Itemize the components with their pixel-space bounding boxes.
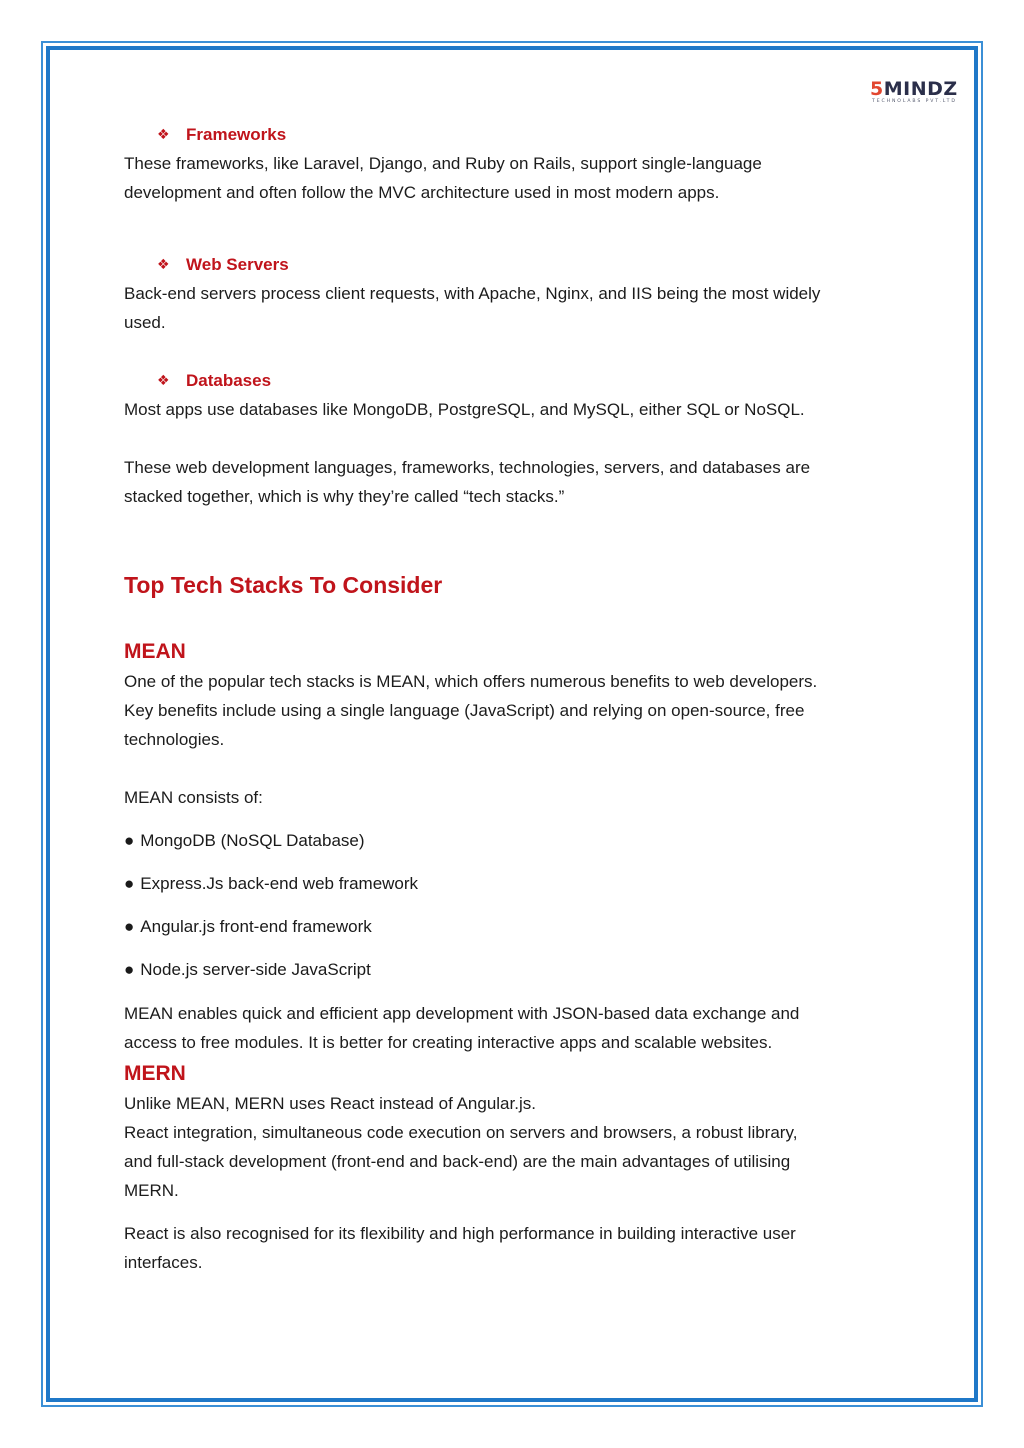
mean-outro-line: MEAN enables quick and efficient app development with JSON-based data exchange and bbox=[124, 1004, 800, 1023]
bullet-dot-icon: ● bbox=[124, 960, 135, 979]
databases-line: Most apps use databases like MongoDB, PostgreSQL, and MySQL, either SQL or NoSQL. bbox=[124, 400, 805, 419]
databases-heading bbox=[157, 366, 904, 395]
databases-heading-text: Databases bbox=[186, 370, 272, 390]
web-servers-heading bbox=[157, 250, 904, 279]
mern-line: React integration, simultaneous code execution on servers and browsers, a robust library, bbox=[124, 1123, 798, 1142]
list-item-text: Node.js server-side JavaScript bbox=[140, 960, 371, 979]
list-item-text: Angular.js front-end framework bbox=[140, 917, 372, 936]
mern-closing-line: React is also recognised for its flexibility and high performance in building interactive user bbox=[124, 1224, 796, 1243]
logo-wordmark bbox=[870, 80, 958, 99]
list-item bbox=[124, 912, 904, 941]
frameworks-heading-text: Frameworks bbox=[186, 124, 287, 144]
summary-line: stacked together, which is why they’re called “tech stacks.” bbox=[124, 487, 565, 506]
mern-line: and full-stack development (front-end and back-end) are the main advantages of utilising bbox=[124, 1152, 791, 1171]
mean-outro-line: access to free modules. It is better for creating interactive apps and scalable websites. bbox=[124, 1033, 773, 1052]
section-title: Top Tech Stacks To Consider bbox=[124, 572, 443, 598]
frameworks-line: development and often follow the MVC architecture used in most modern apps. bbox=[124, 183, 720, 202]
list-item bbox=[124, 826, 904, 855]
list-item-text: Express.Js back-end web framework bbox=[140, 874, 419, 893]
mean-intro-line: technologies. bbox=[124, 730, 225, 749]
list-item-text: MongoDB (NoSQL Database) bbox=[140, 831, 365, 850]
frameworks-line: These frameworks, like Laravel, Django, and Ruby on Rails, support single-language bbox=[124, 154, 762, 173]
diamond-bullet-icon: ❖ bbox=[157, 126, 170, 142]
web-servers-line: Back-end servers process client requests, with Apache, Nginx, and IIS being the most widely bbox=[124, 284, 821, 303]
bullet-dot-icon: ● bbox=[124, 874, 135, 893]
mean-intro-line: One of the popular tech stacks is MEAN, which offers numerous benefits to web developers. bbox=[124, 672, 818, 691]
logo-digit: 5 bbox=[870, 78, 884, 100]
summary-line: These web development languages, frameworks, technologies, servers, and databases are bbox=[124, 458, 811, 477]
diamond-bullet-icon: ❖ bbox=[157, 372, 170, 388]
bullet-dot-icon: ● bbox=[124, 917, 135, 936]
diamond-bullet-icon: ❖ bbox=[157, 256, 170, 272]
mern-line: MERN. bbox=[124, 1181, 179, 1200]
list-item bbox=[124, 955, 904, 984]
mern-line: Unlike MEAN, MERN uses React instead of Angular.js. bbox=[124, 1094, 536, 1113]
web-servers-heading-text: Web Servers bbox=[186, 254, 289, 274]
web-servers-line: used. bbox=[124, 313, 166, 332]
mean-intro-line: Key benefits include using a single language (JavaScript) and relying on open-source, free bbox=[124, 701, 805, 720]
mern-heading: MERN bbox=[124, 1062, 186, 1085]
mern-closing-line: interfaces. bbox=[124, 1253, 203, 1272]
list-item bbox=[124, 869, 904, 898]
logo-name: MINDZ bbox=[883, 78, 958, 100]
logo-tagline: TECHNOLABS PVT.LTD bbox=[872, 99, 957, 104]
bullet-dot-icon: ● bbox=[124, 831, 135, 850]
document-body bbox=[124, 120, 904, 1277]
mean-heading: MEAN bbox=[124, 640, 186, 663]
mean-consists-label: MEAN consists of: bbox=[124, 788, 263, 807]
frameworks-heading bbox=[157, 120, 904, 149]
company-logo bbox=[870, 80, 962, 104]
